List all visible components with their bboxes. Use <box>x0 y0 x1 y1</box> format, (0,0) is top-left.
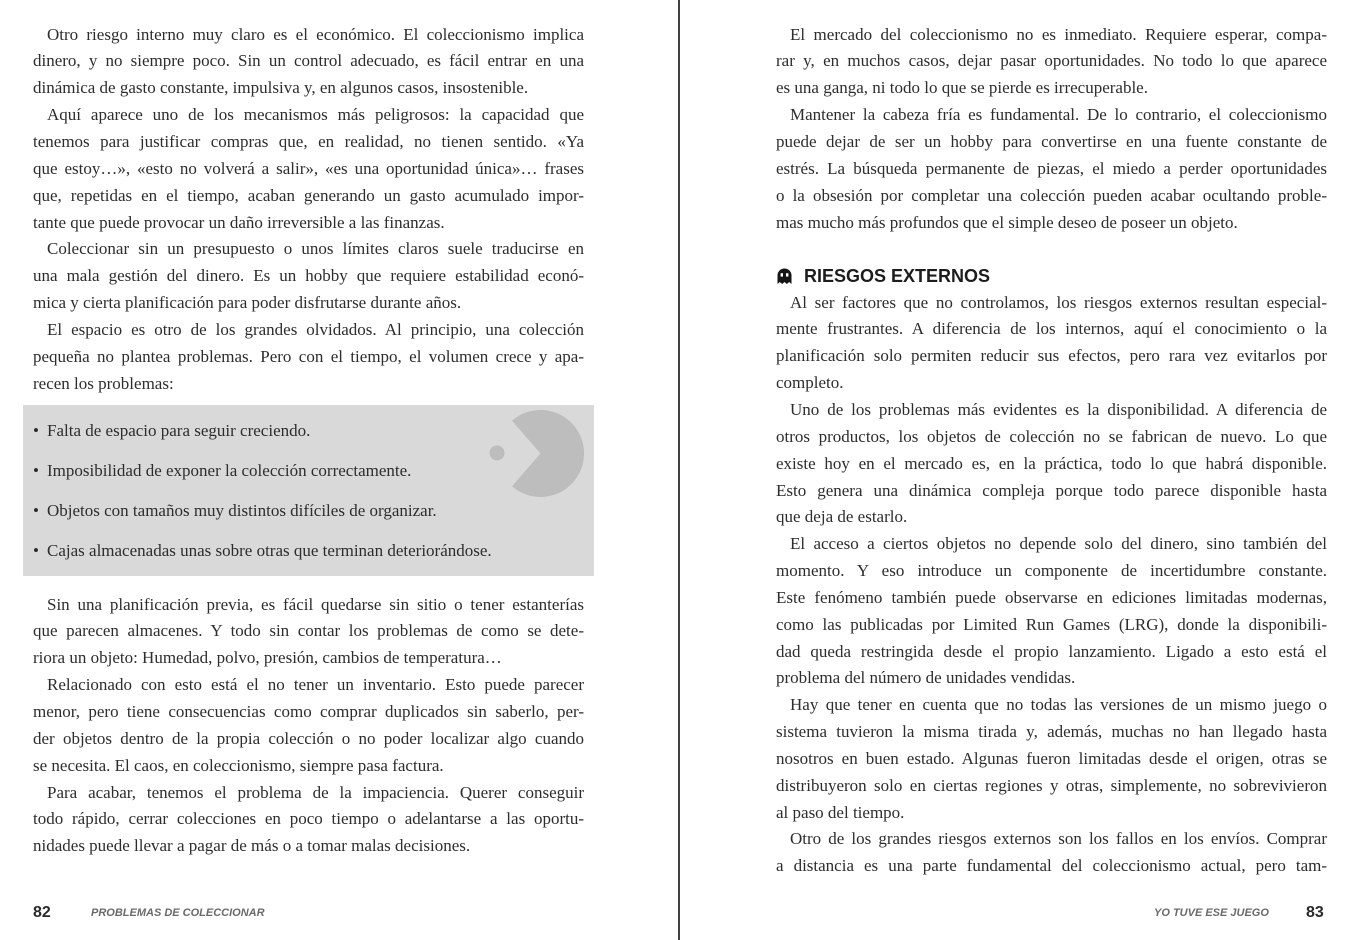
text-line: Esto genera una dinámica compleja porque todo parece disponible hasta <box>776 480 1327 500</box>
text-line: momento. Y eso introduce un componente de incertidumbre constante. <box>776 561 1327 581</box>
text-line: puede dejar de ser un hobby para convertirse en una fuente constante de <box>776 131 1327 151</box>
bullet-text: Cajas almacenadas unas sobre otras que terminan deteriorándose. <box>47 541 492 560</box>
section-heading-text: RIESGOS EXTERNOS <box>804 265 991 286</box>
text-line: El espacio es otro de los grandes olvidados. Al principio, una colección <box>47 319 584 339</box>
bullet-item <box>33 411 492 451</box>
right-page-text-top <box>776 22 1327 237</box>
paragraph <box>776 102 1327 236</box>
bullet-text: Falta de espacio para seguir creciendo. <box>47 421 311 440</box>
paragraph <box>33 780 584 861</box>
text-line: nidades puede llevar a pagar de más o a tomar malas decisiones. <box>33 836 471 856</box>
text-line: al paso del tiempo. <box>776 802 905 822</box>
text-line: Para acabar, tenemos el problema de la impaciencia. Querer conseguir <box>47 782 584 802</box>
running-title: YO TUVE ESE JUEGO <box>1154 907 1269 919</box>
text-line: que, repetidas en el tiempo, acaban generando un gasto acumulado impor- <box>33 185 584 205</box>
text-line: existe hoy en el mercado es, en la práctica, todo lo que habrá disponible. <box>776 453 1327 473</box>
text-line: una mala gestión del dinero. Es un hobby que requiere estabilidad econó- <box>33 266 584 286</box>
text-line: menor, pero tiene consecuencias como comprar duplicados sin saberlo, per- <box>33 701 584 721</box>
running-title: PROBLEMAS DE COLECCIONAR <box>91 907 265 919</box>
text-line: o la obsesión por completar una colección pueden acabar ocultando proble- <box>776 185 1327 205</box>
text-line: estrés. La búsqueda permanente de piezas, el miedo a perder oportunidades <box>776 158 1327 178</box>
paragraph <box>33 592 584 673</box>
text-line: pequeña no plantea problemas. Pero con el tiempo, el volumen crece y apa- <box>33 346 584 366</box>
text-line: dinámica de gasto constante, impulsiva y, en algunos casos, insostenible. <box>33 78 529 98</box>
text-line: tante que puede provocar un daño irreversible a las finanzas. <box>33 212 445 232</box>
left-page-text-bottom <box>33 592 584 860</box>
paragraph <box>776 692 1327 826</box>
text-line: Coleccionar sin un presupuesto o unos límites claros suele traducirse en <box>47 239 584 259</box>
paragraph <box>33 22 584 103</box>
text-line: Otro riesgo interno muy claro es el económico. El coleccionismo implica <box>47 24 584 44</box>
paragraph <box>33 102 584 236</box>
right-page-text-bottom <box>776 290 1327 881</box>
text-line: como las publicadas por Limited Run Games (LRG), donde la disponibili- <box>776 614 1327 634</box>
text-line: que estoy…», «esto no volverá a salir», «es una oportunidad única»… frases <box>33 158 584 178</box>
text-line: distribuyeron solo en ciertas regiones y otras, simplemente, no sobrevivieron <box>776 775 1327 795</box>
text-line: otros productos, los objetos de colección no se fabrican de nuevo. Lo que <box>776 426 1327 446</box>
paragraph <box>33 317 584 398</box>
right-page <box>680 0 1350 940</box>
text-line: Relacionado con esto está el no tener un inventario. Esto puede parecer <box>47 675 584 695</box>
bullet-list <box>33 411 492 571</box>
text-line: mica y cierta planificación para poder disfrutarse durante años. <box>33 293 462 313</box>
text-line: Sin una planificación previa, es fácil quedarse sin sitio o tener estanterías <box>47 594 584 614</box>
text-line: se necesita. El caos, en coleccionismo, siempre pasa factura. <box>33 755 444 775</box>
text-line: problema del número de unidades vendidas. <box>776 668 1076 688</box>
text-line: dinero, y no siempre poco. Sin un control adecuado, es fácil entrar en una <box>33 51 584 71</box>
text-line: Mantener la cabeza fría es fundamental. De lo contrario, el coleccionismo <box>790 105 1327 125</box>
bullet-icon: • <box>33 501 39 520</box>
paragraph <box>33 672 584 779</box>
page-number: 83 <box>1306 904 1324 921</box>
text-line: a distancia es una parte fundamental del coleccionismo actual, pero tam- <box>776 856 1327 876</box>
text-line: mente frustrantes. A diferencia de los internos, aquí el conocimiento o la <box>776 319 1327 339</box>
section-heading <box>777 263 990 289</box>
paragraph <box>776 826 1327 880</box>
text-line: Este fenómeno también puede observarse en ediciones limitadas modernas, <box>776 587 1327 607</box>
page-number: 82 <box>33 904 51 921</box>
text-line: que deja de estarlo. <box>776 507 908 527</box>
text-line: recen los problemas: <box>33 373 174 393</box>
text-line: Otro de los grandes riesgos externos son los fallos en los envíos. Comprar <box>790 829 1327 849</box>
highlight-box <box>23 405 594 576</box>
left-page-text-top <box>33 22 584 398</box>
paragraph <box>776 397 1327 531</box>
text-line: sistema tuvieron la misma tirada y, además, muchas no han llegado hasta <box>776 722 1327 742</box>
text-line: Aquí aparece uno de los mecanismos más peligrosos: la capacidad que <box>47 105 584 125</box>
paragraph <box>33 236 584 317</box>
text-line: der objetos dentro de la propia colección o no poder localizar algo cuando <box>33 728 584 748</box>
paragraph <box>776 22 1327 103</box>
text-line: es una ganga, ni todo lo que se pierde es irrecuperable. <box>776 78 1148 98</box>
bullet-icon: • <box>33 541 39 560</box>
bullet-item <box>33 491 492 531</box>
bullet-icon: • <box>33 421 39 440</box>
bullet-item <box>33 451 492 491</box>
text-line: Uno de los problemas más evidentes es la disponibilidad. A diferencia de <box>790 399 1327 419</box>
text-line: riora un objeto: Humedad, polvo, presión, cambios de temperatura… <box>33 648 502 668</box>
text-line: mas mucho más profundos que el simple deseo de poseer un objeto. <box>776 212 1238 232</box>
text-line: que parecen almacenes. Y todo sin contar los problemas de como se dete- <box>33 621 584 641</box>
text-line: El mercado del coleccionismo no es inmediato. Requiere esperar, compa- <box>790 24 1327 44</box>
ghost-icon <box>777 268 792 284</box>
text-line: tenemos para justificar compras que, en realidad, no tienen sentido. «Ya <box>33 131 584 151</box>
pacman-dot <box>490 446 505 461</box>
paragraph <box>776 290 1327 397</box>
bullet-item <box>33 531 492 571</box>
text-line: completo. <box>776 373 844 393</box>
text-line: todo rápido, cerrar colecciones en poco tiempo o adelantarse a las oportu- <box>33 809 584 829</box>
bullet-text: Imposibilidad de exponer la colección correctamente. <box>47 461 412 480</box>
bullet-icon: • <box>33 461 39 480</box>
text-line: Al ser factores que no controlamos, los riesgos externos resultan especial- <box>790 292 1327 312</box>
text-line: rar y, en muchos casos, dejar pasar oportunidades. No todo lo que aparece <box>776 51 1327 71</box>
text-line: nosotros en buen estado. Algunas fueron limitadas desde el origen, otras se <box>776 748 1327 768</box>
text-line: dad queda restringida desde el propio lanzamiento. Ligado a esto está el <box>776 641 1327 661</box>
text-line: planificación solo permiten reducir sus efectos, pero rara vez evitarlos por <box>776 346 1327 366</box>
bullet-text: Objetos con tamaños muy distintos difíciles de organizar. <box>47 501 437 520</box>
text-line: Hay que tener en cuenta que no todas las versiones de un mismo juego o <box>790 695 1327 715</box>
paragraph <box>776 531 1327 692</box>
pacman-body <box>512 410 584 497</box>
text-line: El acceso a ciertos objetos no depende solo del dinero, sino también del <box>790 534 1327 554</box>
